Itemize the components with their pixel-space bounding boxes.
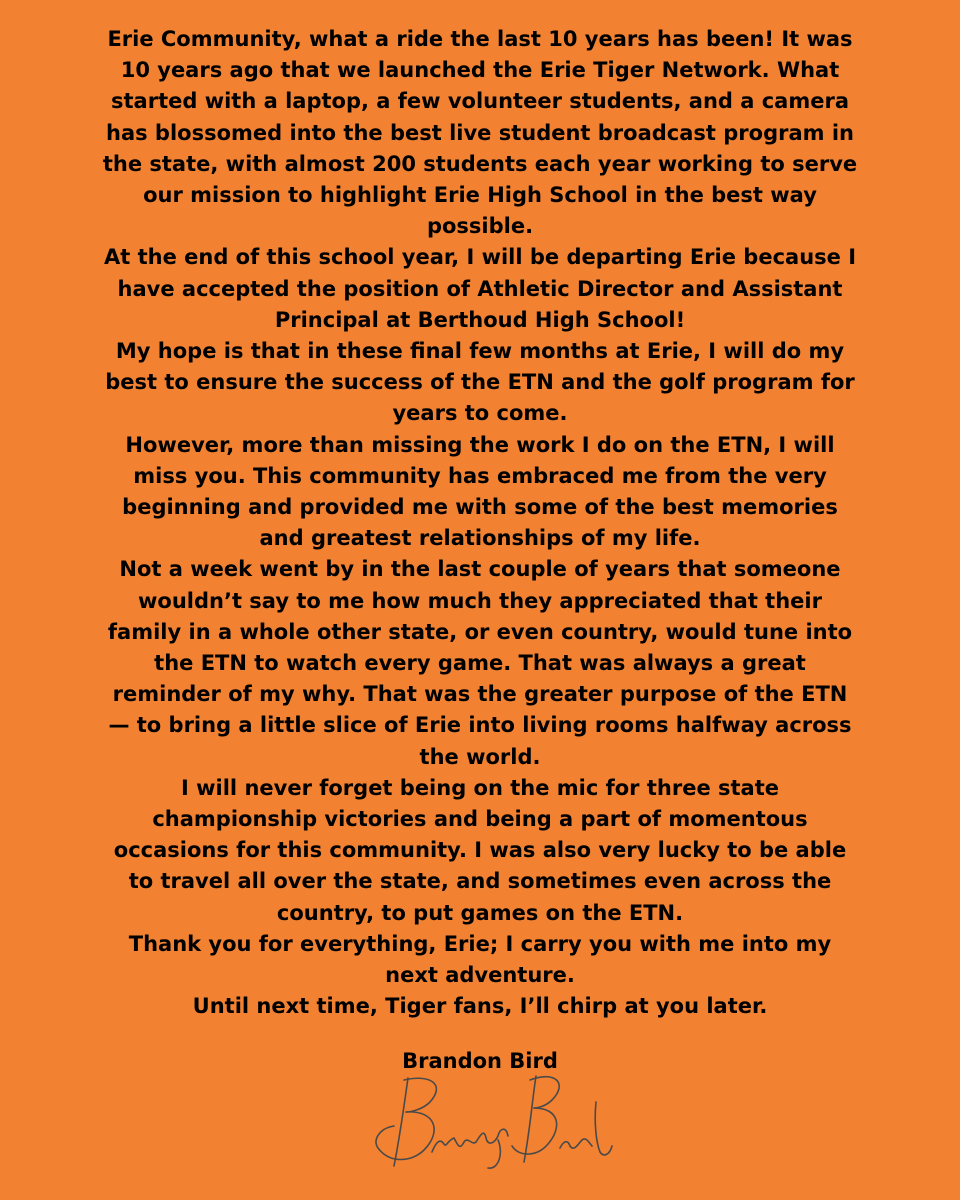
letter-paragraph-4: However, more than missing the work I do on the ETN, I will miss you. This community has embraced me from the very beginning and provided me with some of the best memories and greatest relationships of my life. — [122, 432, 838, 551]
author-name: Brandon Bird — [402, 1049, 558, 1073]
letter-paragraph-6: I will never forget being on the mic for three state championship victories and being a part of momentous occasions for this community. I was also very lucky to be able to travel all over the state, and sometimes even across the country, to put games on the ETN. — [113, 775, 847, 925]
letter-paragraph-2: At the end of this school year, I will be departing Erie because I have accepted the position of Athletic Director and Assistant Principal at Berthoud High School! — [103, 245, 857, 332]
letter-paragraph-8: Until next time, Tiger fans, I’ll chirp at you later. — [192, 994, 768, 1019]
letter-paragraph-5: Not a week went by in the last couple of years that someone wouldn’t say to me how much they appreciated that their family in a whole other state, or even country, would tune into the ETN to watch every game. That was always a great reminder of my why. That was the greater purpose of the ETN — to bring a little slice of Erie into living rooms halfway across the world. — [107, 557, 853, 769]
letter-paragraph-1: Erie Community, what a ride the last 10 years has been! It was 10 years ago that we launched the Erie Tiger Network. What started with a laptop, a few volunteer students, and a camera has blossomed into the best live student broadcast program in the state, with almost 200 students each year working to serve our mission to highlight Erie High School in the best way possible. — [102, 27, 858, 239]
letter-body — [100, 24, 860, 1023]
handwritten-signature — [360, 1066, 620, 1186]
letter-paragraph-3: My hope is that in these final few months at Erie, I will do my best to ensure the success of the ETN and the golf program for years to come. — [105, 339, 855, 426]
letter-paragraph-7: Thank you for everything, Erie; I carry you with me into my next adventure. — [128, 931, 832, 988]
